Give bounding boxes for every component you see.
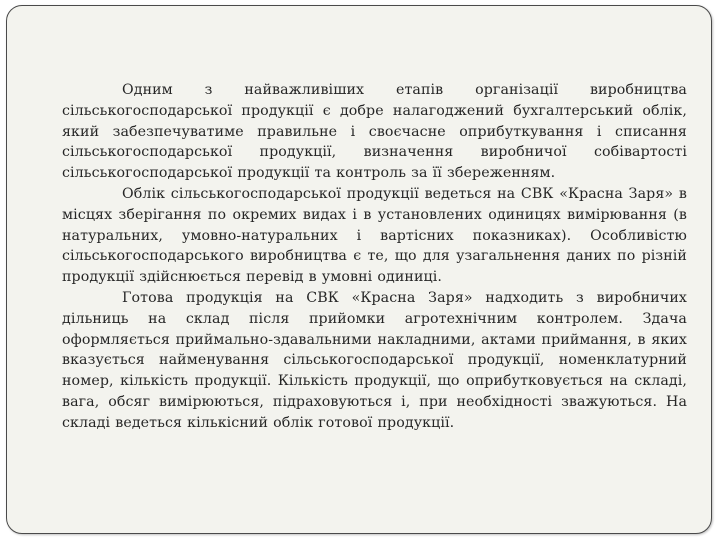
- paragraph-1: Одним з найважливіших етапів організації виробництва сільськогосподарської продукції є добре налагоджений бухгалтерський облік, який забезпечуватиме правильне і своєчасне оприбуткування і списання сільськогосподарської продукції, визначення виробничої собівартості сільськогосподарської продукції та контроль за її збереженням.: [62, 82, 687, 182]
- paragraph-3: Готова продукція на СВК «Красна Заря» надходить з виробничих дільниць на склад після прийомки агротехнічним контролем. Здача оформляється приймально-здавальними накладними, актами приймання, в яких вказується найменування сільськогосподарської продукції, номенклатурний номер, кількість продукції. Кількість продукції, що оприбутковується на складі, вага, обсяг вимірюються, підраховуються і, при необхідності зважуються. На складі ведеться кількісний облік готової продукції.: [62, 289, 687, 431]
- paragraph-2: Облік сільськогосподарської продукції ведеться на СВК «Красна Заря» в місцях зберігання по окремих видах і в установлених одиницях вимірювання (в натуральних, умовно-натуральних і вартісних показниках). Особливістю сільськогосподарського виробництва є те, що для узагальнення даних по різній продукції здійснюється перевід в умовні одиниці.: [62, 185, 687, 286]
- slide-frame: [6, 5, 712, 534]
- text-body: [62, 80, 687, 434]
